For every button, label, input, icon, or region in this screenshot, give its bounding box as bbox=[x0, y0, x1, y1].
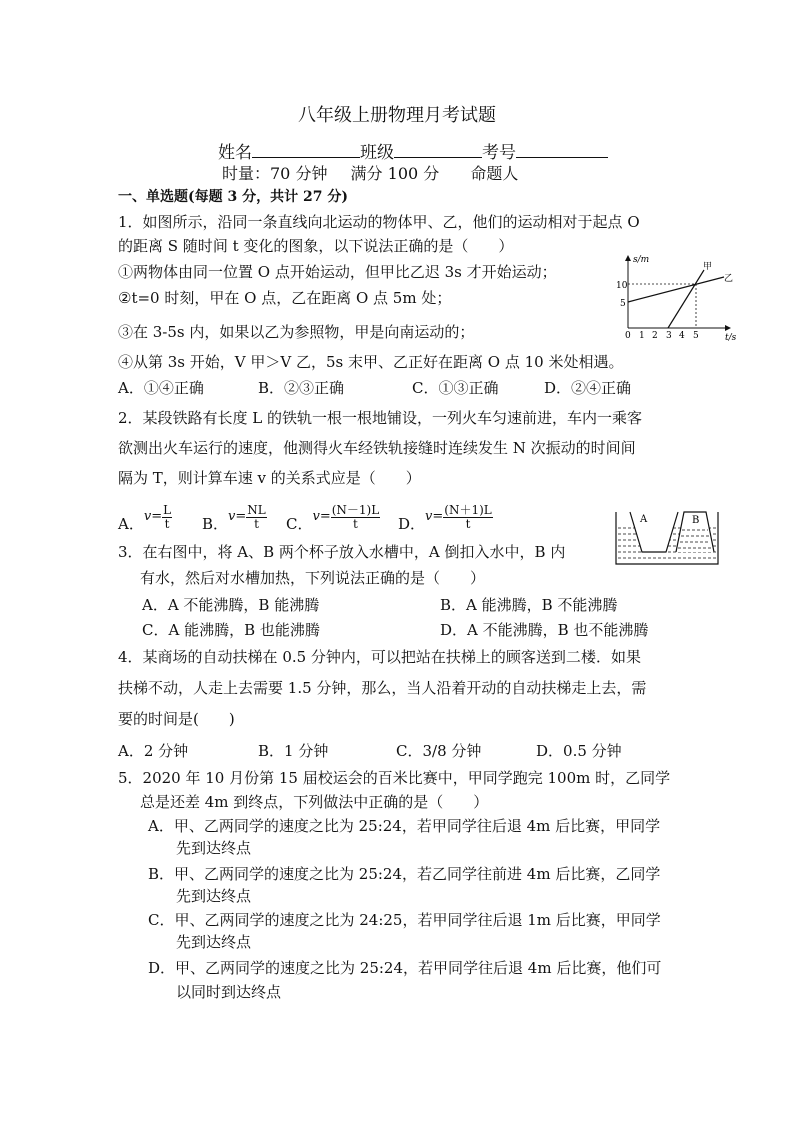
water-tank-diagram bbox=[612, 508, 722, 568]
q4-option-d[interactable]: D．0.5 分钟 bbox=[536, 742, 622, 760]
q2-line-2: 欲测出火车运行的速度，他测得火车经铁轨接缝时连续发生 N 次振动的时间间 bbox=[118, 439, 636, 457]
cup-a-label: A bbox=[640, 514, 648, 525]
x-tick-5: 5 bbox=[693, 331, 699, 341]
q4-line-1: 4．某商场的自动扶梯在 0.5 分钟内，可以把站在扶梯上的顾客送到二楼．如果 bbox=[118, 648, 641, 666]
q1-option-a[interactable]: A．①④正确 bbox=[118, 379, 204, 397]
y-axis-label: s/m bbox=[633, 255, 650, 265]
q1-line-2: 的距离 S 随时间 t 变化的图象，以下说法正确的是（ ） bbox=[118, 237, 514, 255]
q5-option-b-line-1[interactable]: B．甲、乙两同学的速度之比为 25:24，若乙同学往前进 4m 后比赛，乙同学 bbox=[148, 865, 661, 883]
exam-author: 命题人 bbox=[470, 164, 519, 183]
x-tick-3: 3 bbox=[666, 331, 672, 341]
q5-line-2: 总是还差 4m 到终点，下列做法中正确的是（ ） bbox=[140, 793, 489, 811]
q3-option-b[interactable]: B．A 能沸腾，B 不能沸腾 bbox=[440, 596, 618, 614]
class-label: 班级 bbox=[360, 143, 394, 163]
y-tick-5: 5 bbox=[620, 299, 626, 309]
q5-option-c-line-2: 先到达终点 bbox=[176, 933, 252, 951]
q2-line-1: 2．某段铁路有长度 L 的铁轨一根一根地铺设，一列火车匀速前进，车内一乘客 bbox=[118, 409, 643, 427]
q4-option-c[interactable]: C．3/8 分钟 bbox=[396, 742, 482, 760]
q1-option-d[interactable]: D．②④正确 bbox=[544, 379, 632, 397]
q1-statement-2: ②t=0 时刻，甲在 O 点，乙在距离 O 点 5m 处； bbox=[118, 289, 452, 307]
s-t-graph bbox=[612, 250, 742, 342]
q1-option-c[interactable]: C．①③正确 bbox=[412, 379, 499, 397]
page-title: 八年级上册物理月考试题 bbox=[298, 105, 496, 126]
q3-option-a[interactable]: A．A 不能沸腾，B 能沸腾 bbox=[142, 596, 320, 614]
q5-option-b-line-2: 先到达终点 bbox=[176, 887, 252, 905]
q4-option-a[interactable]: A．2 分钟 bbox=[118, 742, 189, 760]
exam-no-blank[interactable] bbox=[516, 141, 608, 158]
q3-line-1: 3．在右图中，将 A、B 两个杯子放入水槽中，A 倒扣入水中，B 内 bbox=[118, 543, 566, 561]
q3-option-c[interactable]: C．A 能沸腾，B 也能沸腾 bbox=[142, 621, 320, 639]
exam-no-label: 考号 bbox=[482, 143, 516, 163]
q1-statement-1: ①两物体由同一位置 O 点开始运动，但甲比乙迟 3s 才开始运动； bbox=[118, 263, 557, 281]
q5-line-1: 5．2020 年 10 月份第 15 届校运会的百米比赛中，甲同学跑完 100m 时，乙同学 bbox=[118, 769, 671, 787]
y-tick-10: 10 bbox=[616, 281, 628, 291]
q5-option-a-line-1[interactable]: A．甲、乙两同学的速度之比为 25:24，若甲同学往后退 4m 后比赛，甲同学 bbox=[148, 817, 661, 835]
name-label: 姓名 bbox=[218, 143, 252, 163]
exam-time: 时量：70 分钟 bbox=[222, 164, 328, 183]
x-tick-2: 2 bbox=[652, 331, 658, 341]
line-jia bbox=[668, 270, 704, 328]
cup-b-label: B bbox=[692, 515, 700, 526]
label-yi: 乙 bbox=[724, 274, 734, 284]
section-heading: 一、单选题(每题 3 分，共计 27 分) bbox=[118, 189, 348, 205]
q3-line-2: 有水，然后对水槽加热，下列说法正确的是（ ） bbox=[140, 569, 486, 587]
q2-option-d[interactable]: D．v= $\frac{(N+1)L}{t}$ bbox=[398, 502, 492, 533]
q5-option-d-line-1[interactable]: D．甲、乙两同学的速度之比为 25:24，若甲同学往后退 4m 后比赛，他们可 bbox=[148, 959, 662, 977]
name-blank[interactable] bbox=[252, 141, 360, 158]
q5-option-a-line-2: 先到达终点 bbox=[176, 839, 252, 857]
q2-option-b[interactable]: B．v= $\frac{NL}{t}$ bbox=[202, 502, 266, 533]
q4-line-3: 要的时间是( ) bbox=[118, 710, 235, 728]
q5-option-d-line-2: 以同时到达终点 bbox=[176, 983, 282, 1001]
exam-score: 满分 100 分 bbox=[350, 164, 440, 183]
q4-line-2: 扶梯不动，人走上去需要 1.5 分钟，那么，当人沿着开动的自动扶梯走上去，需 bbox=[118, 679, 647, 697]
q3-option-d[interactable]: D．A 不能沸腾，B 也不能沸腾 bbox=[440, 621, 649, 639]
q4-option-b[interactable]: B．1 分钟 bbox=[258, 742, 329, 760]
q1-option-b[interactable]: B．②③正确 bbox=[258, 379, 345, 397]
q5-option-c-line-1[interactable]: C．甲、乙两同学的速度之比为 24:25，若甲同学往后退 1m 后比赛，甲同学 bbox=[148, 911, 661, 929]
q2-line-3: 隔为 T，则计算车速 v 的关系式应是（ ） bbox=[118, 469, 421, 487]
q1-statement-4: ④从第 3s 开始，V 甲＞V 乙，5s 末甲、乙正好在距离 O 点 10 米处相遇。 bbox=[118, 353, 624, 371]
q2-option-c[interactable]: C．v= $\frac{(N-1)L}{t}$ bbox=[286, 502, 380, 533]
x-axis-label: t/s bbox=[725, 333, 737, 342]
q1-line-1: 1．如图所示，沿同一条直线向北运动的物体甲、乙，他们的运动相对于起点 O bbox=[118, 213, 640, 231]
exam-meta-row bbox=[222, 164, 518, 184]
x-tick-1: 1 bbox=[639, 331, 645, 341]
x-tick-4: 4 bbox=[679, 331, 685, 341]
student-info-row bbox=[218, 141, 608, 163]
label-jia: 甲 bbox=[703, 262, 713, 272]
q1-statement-3: ③在 3-5s 内，如果以乙为参照物，甲是向南运动的； bbox=[118, 323, 475, 341]
class-blank[interactable] bbox=[394, 141, 482, 158]
x-tick-0: 0 bbox=[625, 331, 631, 341]
line-yi bbox=[628, 277, 724, 302]
q2-option-a[interactable]: A．v= $\frac{L}{t}$ bbox=[118, 502, 172, 533]
